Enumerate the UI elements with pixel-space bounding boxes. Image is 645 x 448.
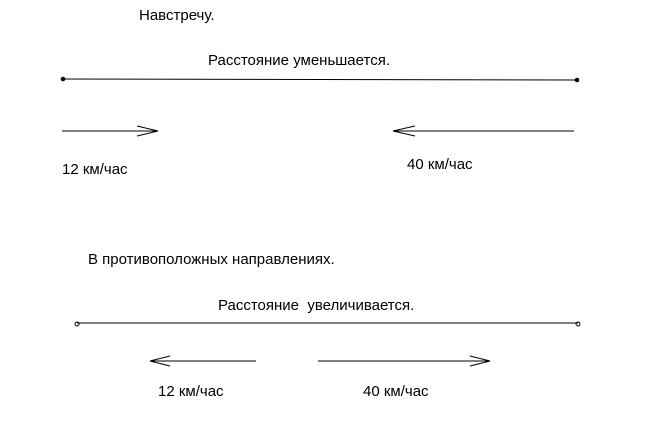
bottom-left-endpoint: [75, 322, 79, 326]
top-distance-note: Расстояние уменьшается.: [208, 52, 390, 69]
top-left-arrow: [62, 126, 158, 136]
top-section-title: Навстречу.: [139, 7, 215, 24]
bottom-right-arrow: [318, 356, 490, 366]
top-distance-segment: [61, 77, 579, 82]
top-right-speed: 40 км/час: [407, 156, 473, 173]
bottom-right-endpoint: [576, 322, 580, 326]
top-right-arrow: [393, 126, 574, 136]
bottom-left-arrow: [150, 356, 256, 366]
top-right-endpoint: [575, 78, 579, 82]
bottom-distance-note: Расстояние увеличивается.: [218, 297, 415, 314]
bottom-left-speed: 12 км/час: [158, 383, 224, 400]
bottom-distance-segment: [75, 322, 580, 326]
top-left-endpoint: [61, 77, 65, 81]
top-distance-line: [63, 79, 577, 80]
bottom-section-title: В противоположных направлениях.: [88, 251, 335, 268]
top-left-speed: 12 км/час: [62, 161, 128, 178]
bottom-right-speed: 40 км/час: [363, 383, 429, 400]
